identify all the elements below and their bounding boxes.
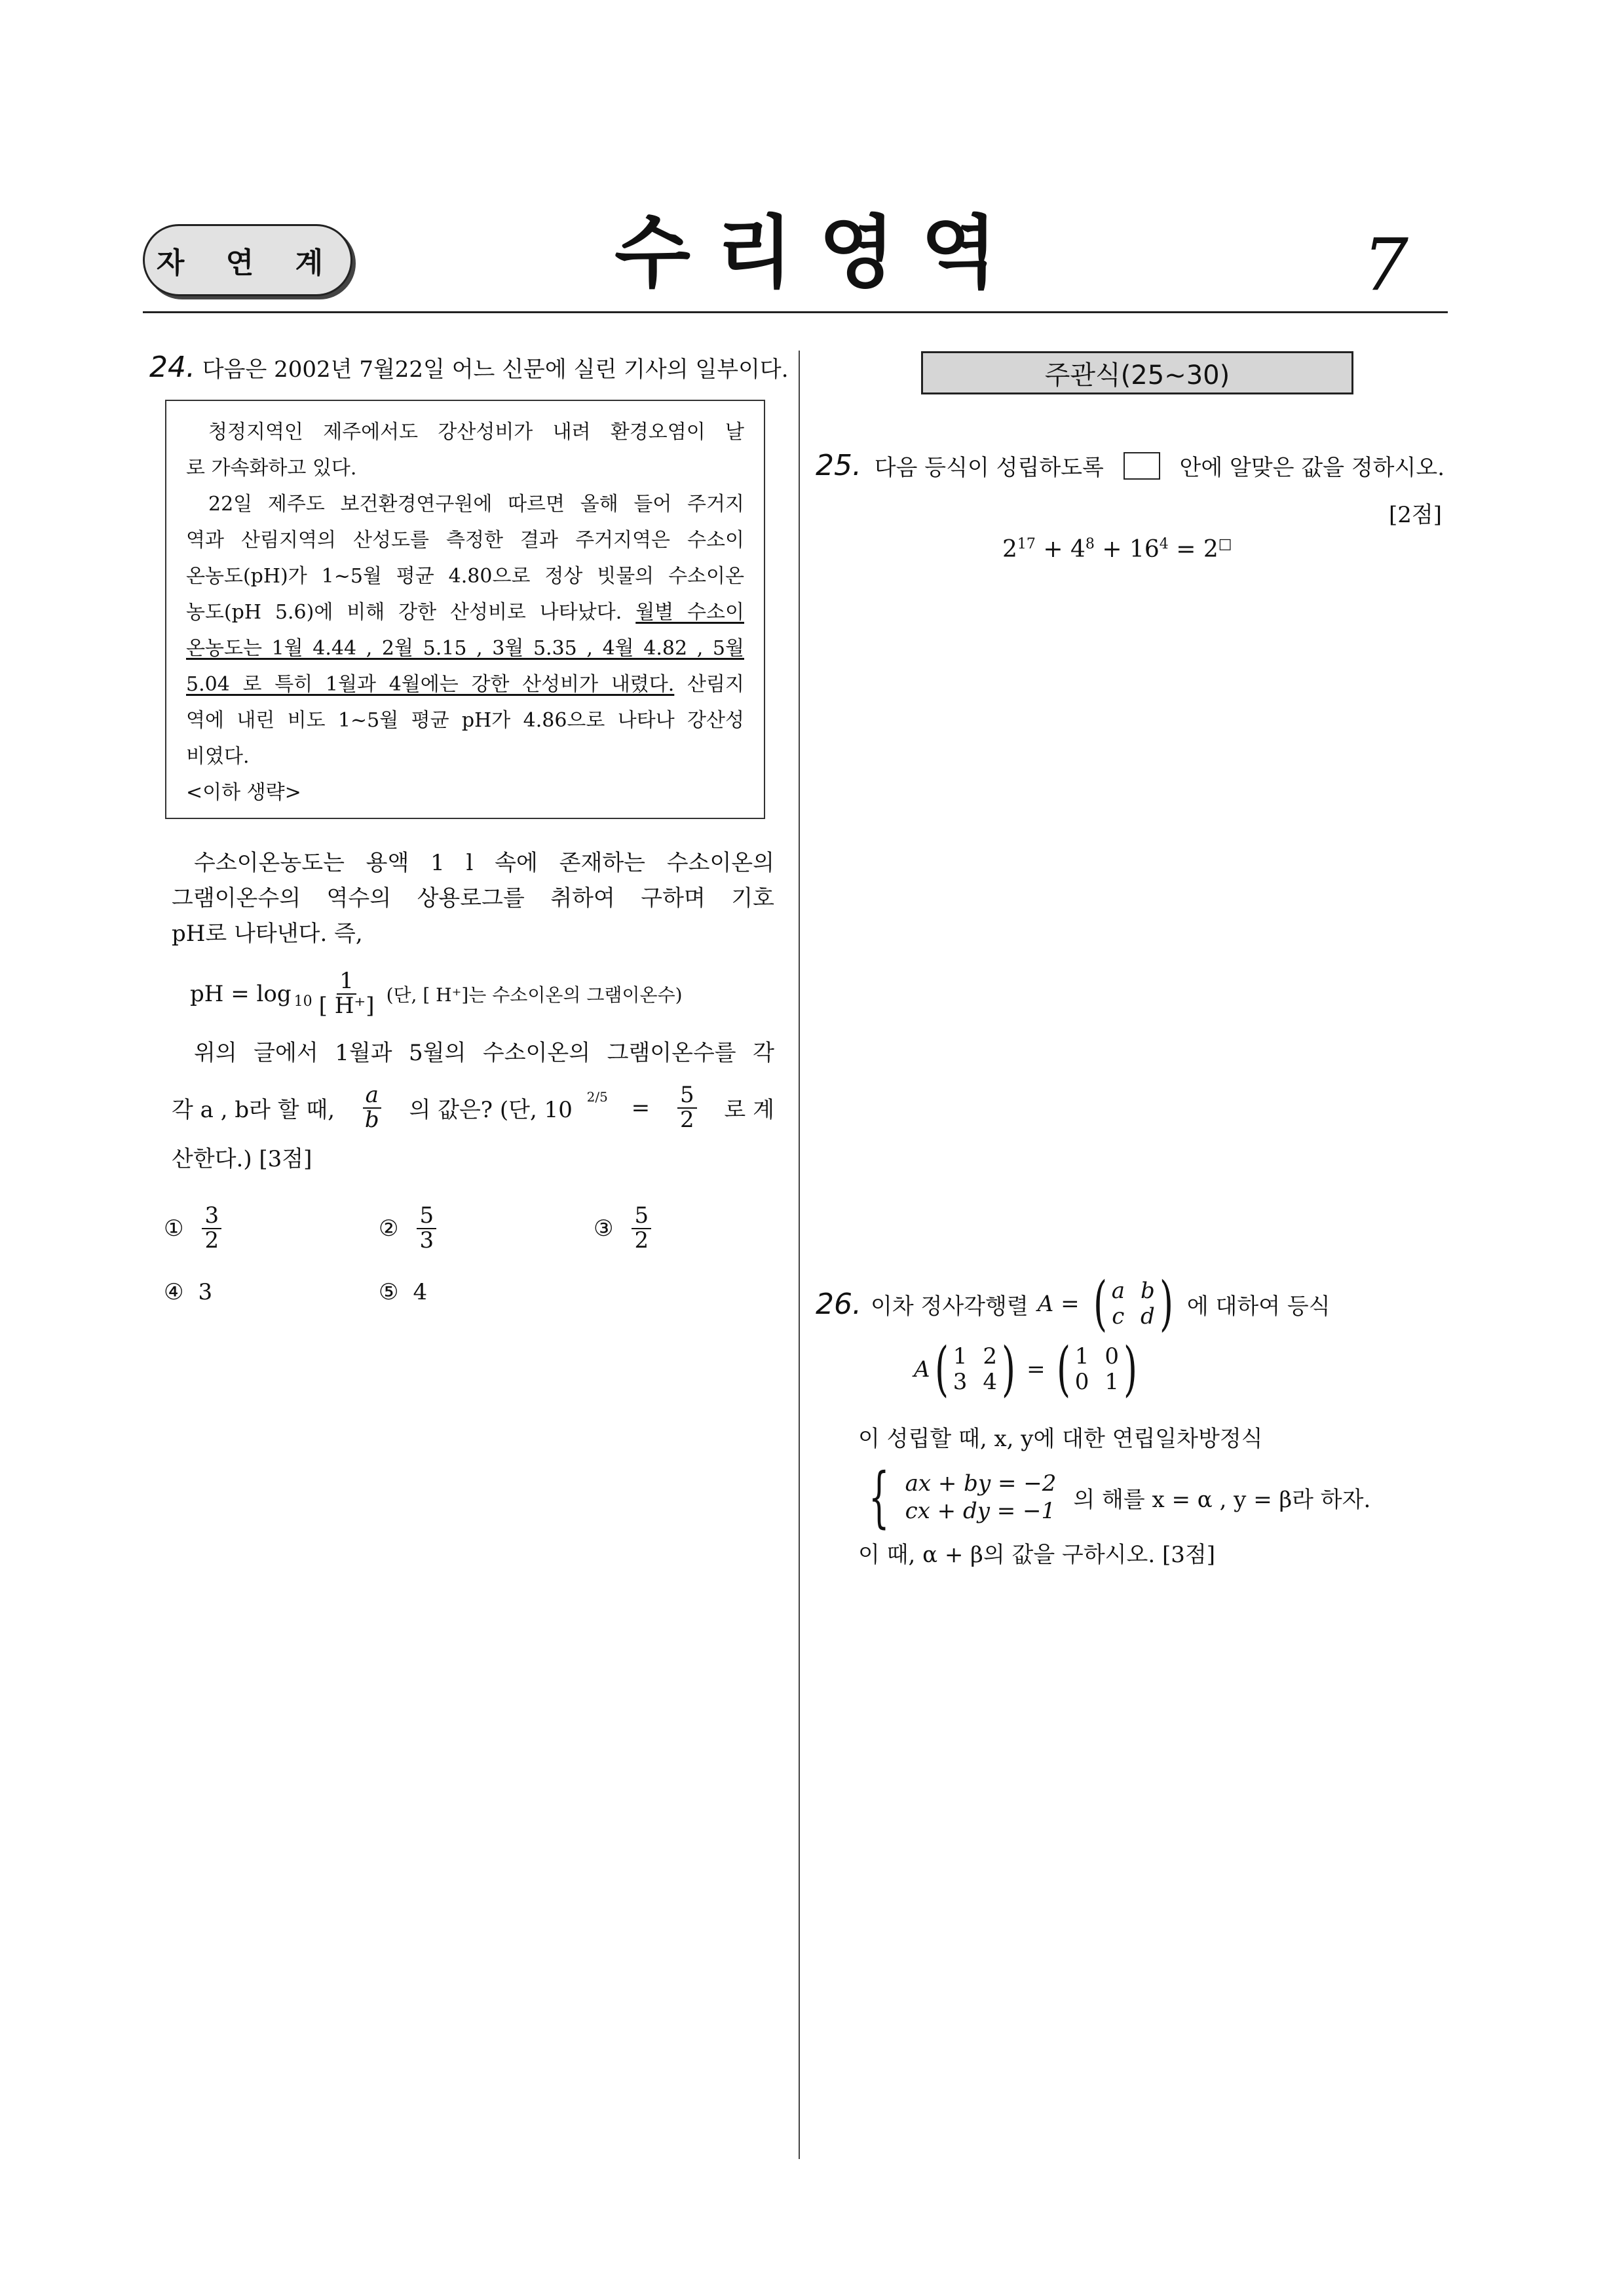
article-line bbox=[186, 594, 744, 630]
matrix-name: A = bbox=[1037, 1291, 1080, 1317]
right-paren: ) bbox=[1001, 1335, 1016, 1404]
matrix-entries bbox=[1075, 1344, 1119, 1395]
five-halves-fraction bbox=[677, 1084, 697, 1132]
article-line: 역과 산림지역의 산성도를 측정한 결과 주거지역은 수소이 bbox=[186, 529, 744, 552]
explain-line: 수소이온농도는 용액 1 l 속에 존재하는 수소이온의 bbox=[194, 850, 774, 876]
q24-question bbox=[172, 1035, 774, 1173]
choice-4[interactable] bbox=[164, 1279, 212, 1305]
article-line: <이하 생략> bbox=[186, 781, 301, 804]
matrix-name: A bbox=[914, 1356, 930, 1383]
matrix-entry: 1 bbox=[953, 1343, 968, 1369]
question-text: 의 값은? (단, 10 bbox=[409, 1097, 573, 1124]
a-over-b-fraction bbox=[362, 1084, 382, 1132]
section-badge: 자 연 계 bbox=[143, 224, 352, 296]
system-equations bbox=[905, 1470, 1057, 1525]
choice-mark: ④ bbox=[164, 1279, 184, 1305]
fraction-denominator: 3 bbox=[419, 1227, 434, 1253]
equals-sign: = bbox=[631, 1094, 651, 1121]
matrix-entry: c bbox=[1112, 1303, 1125, 1330]
exponent: 2/5 bbox=[586, 1088, 608, 1105]
equals-sign: = bbox=[1027, 1356, 1046, 1383]
term: 4 bbox=[1070, 536, 1086, 563]
right-paren: ) bbox=[1159, 1269, 1173, 1338]
fraction-numerator: 1 bbox=[337, 970, 356, 995]
q24-number: 24. bbox=[149, 351, 195, 384]
matrix-entry: 4 bbox=[983, 1369, 997, 1395]
q26-text: 의 해를 x = α , y = β라 하자. bbox=[1073, 1486, 1371, 1513]
matrix-entry: d bbox=[1140, 1303, 1155, 1330]
linear-system bbox=[858, 1459, 1371, 1535]
q26-text-line: 이 때, α + β의 값을 구하시오. [3점] bbox=[858, 1542, 1215, 1568]
article-text: 농도(pH 5.6)에 비해 강한 산성비로 나타났다. bbox=[186, 601, 622, 624]
fraction-numerator: 5 bbox=[417, 1204, 436, 1229]
article-text: 산림지 bbox=[687, 673, 744, 696]
question-line bbox=[172, 1084, 774, 1132]
term: 2 bbox=[1203, 536, 1218, 563]
question-line: 위의 글에서 1월과 5월의 수소이온의 그램이온수를 각 bbox=[194, 1040, 774, 1066]
left-paren: ( bbox=[934, 1335, 949, 1404]
system-equation: cx + dy = −1 bbox=[905, 1498, 1056, 1524]
choice-5[interactable] bbox=[379, 1279, 427, 1305]
newspaper-article-box bbox=[165, 400, 765, 819]
matrix-entry: 3 bbox=[953, 1369, 968, 1395]
term: 16 bbox=[1129, 536, 1160, 563]
operator: + bbox=[1043, 536, 1063, 563]
term: 2 bbox=[1002, 536, 1017, 563]
choice-fraction bbox=[202, 1204, 221, 1252]
left-brace: { bbox=[868, 1459, 890, 1535]
article-line: 22일 제주도 보건환경연구원에 따르면 올해 들어 주거지 bbox=[208, 493, 744, 516]
matrix-entry: 0 bbox=[1074, 1369, 1089, 1395]
article-underlined-text: 월별 수소이 bbox=[635, 601, 744, 624]
fraction-denominator: b bbox=[364, 1106, 379, 1133]
formula-fraction bbox=[316, 970, 377, 1018]
article-line: 비였다. bbox=[186, 745, 250, 768]
q25-stem bbox=[816, 449, 1445, 482]
q25-equation bbox=[1002, 536, 1232, 563]
answer-blank-box bbox=[1124, 452, 1160, 480]
matrix-entry: 2 bbox=[983, 1343, 997, 1369]
matrix-entry: 0 bbox=[1105, 1343, 1119, 1369]
explain-line: 그램이온수의 역수의 상용로그를 취하여 구하며 기호 bbox=[172, 885, 774, 911]
subjective-section-header: 주관식(25∼30) bbox=[921, 351, 1353, 394]
q25-text: 다음 등식이 성립하도록 bbox=[874, 455, 1104, 481]
q26-text-line: 이 성립할 때, x, y에 대한 연립일차방정식 bbox=[858, 1426, 1263, 1452]
operator: + bbox=[1102, 536, 1122, 563]
fraction-denominator: [ H⁺] bbox=[318, 992, 375, 1019]
fraction-denominator: 2 bbox=[679, 1106, 694, 1133]
question-text: 로 계 bbox=[724, 1097, 774, 1124]
article-line: 역에 내린 비도 1~5월 평균 pH가 4.86으로 나타나 강산성 bbox=[186, 709, 744, 732]
left-paren: ( bbox=[1056, 1335, 1070, 1404]
choice-1[interactable] bbox=[164, 1204, 225, 1252]
q26-matrix-equation bbox=[914, 1335, 1142, 1404]
choice-3[interactable] bbox=[594, 1204, 655, 1252]
question-line: 산한다.) [3점] bbox=[172, 1146, 312, 1173]
article-line: 청정지역인 제주에서도 강산성비가 내려 환경오염이 날 bbox=[208, 421, 744, 444]
exponent-blank: □ bbox=[1218, 536, 1232, 552]
fraction-denominator: 2 bbox=[204, 1227, 219, 1253]
fraction-numerator: 5 bbox=[677, 1084, 697, 1109]
choice-mark: ② bbox=[379, 1215, 399, 1242]
log-base: 10 bbox=[293, 993, 312, 1010]
matrix-A bbox=[1089, 1269, 1178, 1338]
fraction-numerator: 3 bbox=[202, 1204, 221, 1229]
matrix-entry: b bbox=[1140, 1277, 1155, 1304]
matrix-entries bbox=[1112, 1278, 1155, 1330]
q25-points: [2점] bbox=[1389, 502, 1443, 528]
matrix-entries bbox=[953, 1344, 997, 1395]
ph-formula bbox=[190, 970, 683, 1018]
fraction-denominator: 2 bbox=[634, 1227, 649, 1253]
operator: = bbox=[1176, 536, 1196, 563]
matrix-lhs bbox=[930, 1335, 1021, 1404]
q24-stem bbox=[149, 351, 789, 384]
q26-text: 에 대하여 등식 bbox=[1186, 1293, 1331, 1320]
matrix-entry: 1 bbox=[1074, 1343, 1089, 1369]
article-underlined-line: 온농도는 1월 4.44 , 2월 5.15 , 3월 5.35 , 4월 4.82 , 5월 bbox=[186, 637, 744, 660]
matrix-entry: 1 bbox=[1105, 1369, 1119, 1395]
matrix-entry: a bbox=[1111, 1277, 1125, 1304]
exponent: 17 bbox=[1017, 536, 1036, 552]
fraction-numerator: 5 bbox=[632, 1204, 651, 1229]
choice-value: 3 bbox=[198, 1279, 213, 1305]
q25-number: 25. bbox=[816, 449, 861, 482]
choice-fraction bbox=[632, 1204, 651, 1252]
q26-number: 26. bbox=[816, 1287, 861, 1321]
fraction-numerator: a bbox=[363, 1084, 381, 1109]
exponent: 8 bbox=[1085, 536, 1095, 552]
q26-text: 이차 정사각행렬 bbox=[870, 1293, 1029, 1320]
choice-2[interactable] bbox=[379, 1204, 440, 1252]
choice-value: 4 bbox=[413, 1279, 428, 1305]
left-paren: ( bbox=[1093, 1269, 1107, 1338]
choice-mark: ⑤ bbox=[379, 1279, 399, 1305]
formula-note: (단, [ H⁺]는 수소이온의 그램이온수) bbox=[386, 984, 683, 1006]
column-divider bbox=[799, 351, 800, 2159]
matrix-identity bbox=[1052, 1335, 1142, 1404]
q25-text: 안에 알맞은 값을 정하시오. bbox=[1179, 455, 1445, 481]
article-line: 온농도(pH)가 1~5월 평균 4.80으로 정상 빗물의 수소이온 bbox=[186, 565, 744, 588]
article-line: 로 가속화하고 있다. bbox=[186, 457, 357, 480]
explain-line: pH로 나타낸다. 즉, bbox=[172, 921, 363, 947]
q24-stem-text: 다음은 2002년 7월22일 어느 신문에 실린 기사의 일부이다. bbox=[202, 356, 789, 383]
article-line bbox=[186, 666, 744, 702]
ph-explanation bbox=[172, 845, 774, 951]
formula-lhs: pH = log bbox=[190, 980, 292, 1007]
exponent: 4 bbox=[1159, 536, 1169, 552]
system-equation: ax + by = −2 bbox=[905, 1470, 1057, 1497]
right-paren: ) bbox=[1124, 1335, 1138, 1404]
q26-stem bbox=[816, 1269, 1445, 1338]
page-number: 7 bbox=[1363, 223, 1408, 307]
question-text: 각 a , b라 할 때, bbox=[172, 1097, 335, 1124]
exam-title: 수리영역 bbox=[614, 208, 1023, 299]
choice-fraction bbox=[417, 1204, 436, 1252]
choice-mark: ③ bbox=[594, 1215, 614, 1242]
choice-mark: ① bbox=[164, 1215, 184, 1242]
article-underlined-text: 5.04 로 특히 1월과 4월에는 강한 산성비가 내렸다. bbox=[186, 673, 675, 696]
header-rule bbox=[143, 311, 1448, 313]
